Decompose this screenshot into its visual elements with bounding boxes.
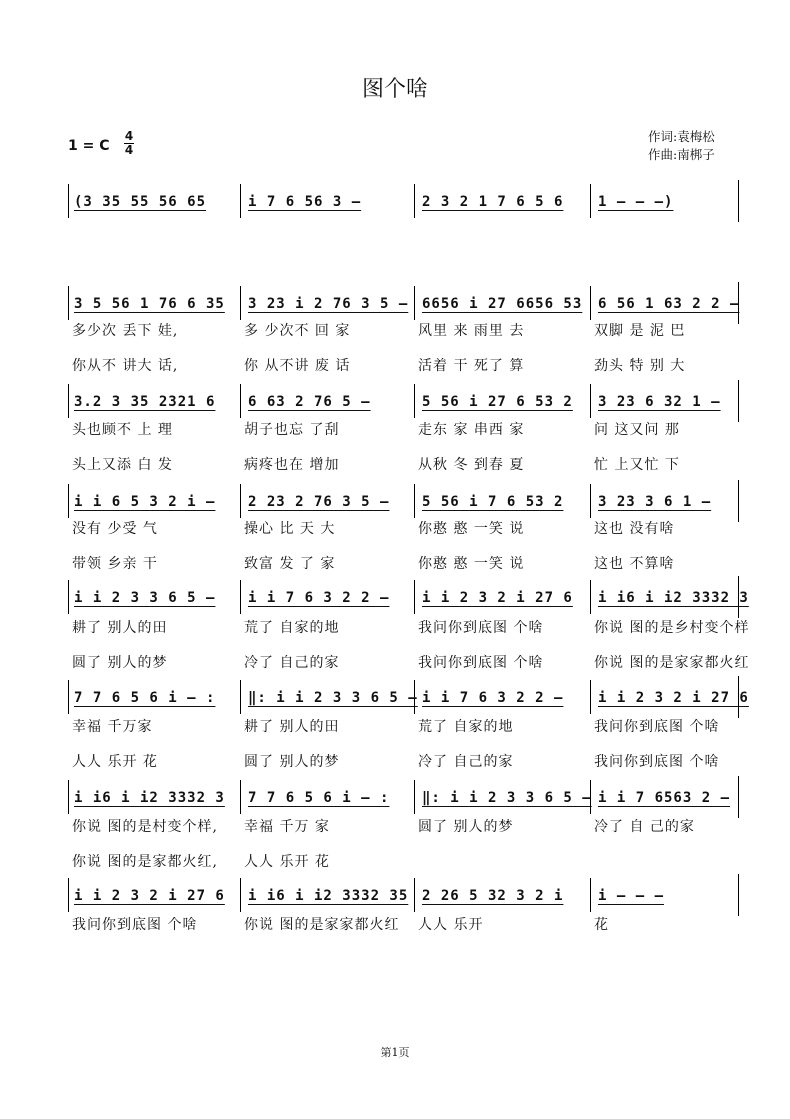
bar-line: [240, 680, 241, 714]
lyric-segment: 冷了 自 己的家: [594, 819, 695, 835]
lyric-segment: 你说 图的是家家都火红: [594, 655, 750, 671]
lyric-segment: 操心 比 天 大: [244, 521, 336, 537]
measure: 6 63 2 76 5 –: [248, 394, 371, 410]
bar-line: [240, 286, 241, 320]
bar-line: [738, 180, 739, 222]
lyric-segment: 圆了 别人的梦: [244, 754, 340, 770]
bar-line: [68, 680, 69, 714]
measure: i i 7 6563 2 –: [598, 790, 731, 806]
bar-line: [240, 878, 241, 912]
bar-line: [414, 878, 415, 912]
bar-line: [414, 484, 415, 518]
lyric-segment: 花: [594, 917, 609, 933]
measure: 2 26 5 32 3 2 i: [422, 888, 564, 904]
lyric-segment: 你从不 讲大 话,: [72, 358, 179, 374]
lyric-segment: 劲头 特 别 大: [594, 358, 686, 374]
score-row: [68, 190, 740, 230]
measure: i i 7 6 3 2 2 –: [248, 590, 390, 606]
measure: 6656 i 27 6656 53: [422, 296, 583, 312]
lyric-segment: 走东 家 串西 家: [418, 422, 525, 438]
lyricist: 作词:袁梅松: [648, 129, 715, 144]
lyric-segment: 你说 图的是家家都火红: [244, 917, 400, 933]
bar-line: [240, 580, 241, 614]
measure: i – – –: [598, 888, 665, 904]
lyric-segment: 头上又添 白 发: [72, 457, 173, 473]
bar-line: [590, 878, 591, 912]
lyric-segment: 我问你到底图 个啥: [594, 754, 720, 770]
measure: 3.2 3 35 2321 6: [74, 394, 216, 410]
lyric-segment: 冷了 自己的家: [418, 754, 514, 770]
measure: ‖: i i 2 3 3 6 5 –: [248, 690, 418, 706]
lyric-segment: 带领 乡亲 干: [72, 556, 158, 572]
bar-line: [414, 580, 415, 614]
lyric-segment: 你憨 憨 一笑 说: [418, 521, 525, 537]
lyric-segment: 病疼也在 增加: [244, 457, 340, 473]
lyric-segment: 我问你到底图 个啥: [594, 719, 720, 735]
lyric-segment: 荒了 自家的地: [244, 620, 340, 636]
measure: i i6 i i2 3332 3: [74, 790, 225, 806]
lyric-segment: 这也 没有啥: [594, 521, 675, 537]
key-signature: 1 = C: [68, 138, 110, 154]
lyric-segment: 头也顾不 上 理: [72, 422, 173, 438]
bar-line: [68, 384, 69, 418]
measure: i i 2 3 3 6 5 –: [74, 590, 216, 606]
measure: i i6 i i2 3332 3: [598, 590, 749, 606]
measure: i 7 6 56 3 –: [248, 194, 362, 210]
composer: 作曲:南梆子: [648, 147, 715, 162]
measure: 3 23 i 2 76 3 5 –: [248, 296, 409, 312]
measure: i i 7 6 3 2 2 –: [422, 690, 564, 706]
measure: 6 56 1 63 2 2 –: [598, 296, 740, 312]
credits: [648, 128, 715, 164]
lyric-segment: 这也 不算啥: [594, 556, 675, 572]
bar-line: [738, 776, 739, 818]
measure: i i 2 3 2 i 27 6: [598, 690, 749, 706]
lyric-segment: 我问你到底图 个啥: [418, 655, 544, 671]
bar-line: [414, 286, 415, 320]
measure: 7 7 6 5 6 i – :: [248, 790, 390, 806]
lyric-segment: 忙 上又忙 下: [594, 457, 680, 473]
bar-line: [590, 184, 591, 218]
lyric-segment: 我问你到底图 个啥: [418, 620, 544, 636]
lyric-segment: 幸福 千万 家: [244, 819, 330, 835]
lyric-segment: 你说 图的是乡村变个样: [594, 620, 750, 636]
lyric-segment: 你说 图的是家都火红,: [72, 854, 218, 870]
measure: (3 35 55 56 65: [74, 194, 207, 210]
bar-line: [68, 286, 69, 320]
lyric-segment: 风里 来 雨里 去: [418, 323, 525, 339]
measure: ‖: i i 2 3 3 6 5 –: [422, 790, 592, 806]
lyric-segment: 人人 乐开: [418, 917, 484, 933]
measure: 3 23 3 6 1 –: [598, 494, 712, 510]
lyric-segment: 荒了 自家的地: [418, 719, 514, 735]
time-signature-bottom: 4: [124, 143, 134, 157]
bar-line: [68, 780, 69, 814]
measure: 7 7 6 5 6 i – :: [74, 690, 216, 706]
lyric-segment: 没有 少受 气: [72, 521, 158, 537]
lyric-segment: 冷了 自己的家: [244, 655, 340, 671]
bar-line: [738, 874, 739, 916]
bar-line: [414, 384, 415, 418]
lyric-segment: 你憨 憨 一笑 说: [418, 556, 525, 572]
lyric-segment: 人人 乐开 花: [72, 754, 158, 770]
lyric-segment: 双脚 是 泥 巴: [594, 323, 686, 339]
lyric-segment: 我问你到底图 个啥: [72, 917, 198, 933]
bar-line: [590, 384, 591, 418]
time-signature: [124, 130, 134, 157]
bar-line: [590, 286, 591, 320]
lyric-segment: 人人 乐开 花: [244, 854, 330, 870]
measure: i i 2 3 2 i 27 6: [74, 888, 225, 904]
bar-line: [240, 780, 241, 814]
bar-line: [590, 680, 591, 714]
bar-line: [240, 484, 241, 518]
lyric-segment: 多 少次不 回 家: [244, 323, 351, 339]
lyric-segment: 你说 图的是村变个样,: [72, 819, 218, 835]
bar-line: [414, 184, 415, 218]
bar-line: [738, 380, 739, 422]
lyric-segment: 耕了 别人的田: [72, 620, 168, 636]
lyric-segment: 耕了 别人的田: [244, 719, 340, 735]
lyric-segment: 幸福 千万家: [72, 719, 153, 735]
measure: 5 56 i 27 6 53 2: [422, 394, 573, 410]
lyric-segment: 胡子也忘 了刮: [244, 422, 340, 438]
measure: 2 23 2 76 3 5 –: [248, 494, 390, 510]
measure: 3 23 6 32 1 –: [598, 394, 721, 410]
lyric-segment: 多少次 丢下 娃,: [72, 323, 179, 339]
lyric-segment: 你 从不讲 废 话: [244, 358, 351, 374]
bar-line: [68, 184, 69, 218]
bar-line: [414, 780, 415, 814]
measure: 5 56 i 7 6 53 2: [422, 494, 564, 510]
measure: i i 2 3 2 i 27 6: [422, 590, 573, 606]
page-footer: 第1页: [380, 1046, 410, 1059]
time-signature-top: 4: [124, 129, 134, 143]
bar-line: [68, 878, 69, 912]
lyric-segment: 从秋 冬 到春 夏: [418, 457, 525, 473]
lyric-segment: 致富 发 了 家: [244, 556, 336, 572]
measure: i i 6 5 3 2 i –: [74, 494, 216, 510]
measure: 3 5 56 1 76 6 35: [74, 296, 225, 312]
bar-line: [68, 580, 69, 614]
lyric-segment: 圆了 别人的梦: [72, 655, 168, 671]
lyric-segment: 活着 干 死了 算: [418, 358, 525, 374]
bar-line: [68, 484, 69, 518]
measure: 1 – – –): [598, 194, 674, 210]
bar-line: [240, 184, 241, 218]
measure: 2 3 2 1 7 6 5 6: [422, 194, 564, 210]
song-title: 图个啥: [361, 77, 428, 102]
lyric-segment: 圆了 别人的梦: [418, 819, 514, 835]
bar-line: [240, 384, 241, 418]
bar-line: [738, 480, 739, 522]
bar-line: [590, 484, 591, 518]
bar-line: [590, 580, 591, 614]
lyric-segment: 问 这又问 那: [594, 422, 680, 438]
measure: i i6 i i2 3332 35: [248, 888, 409, 904]
